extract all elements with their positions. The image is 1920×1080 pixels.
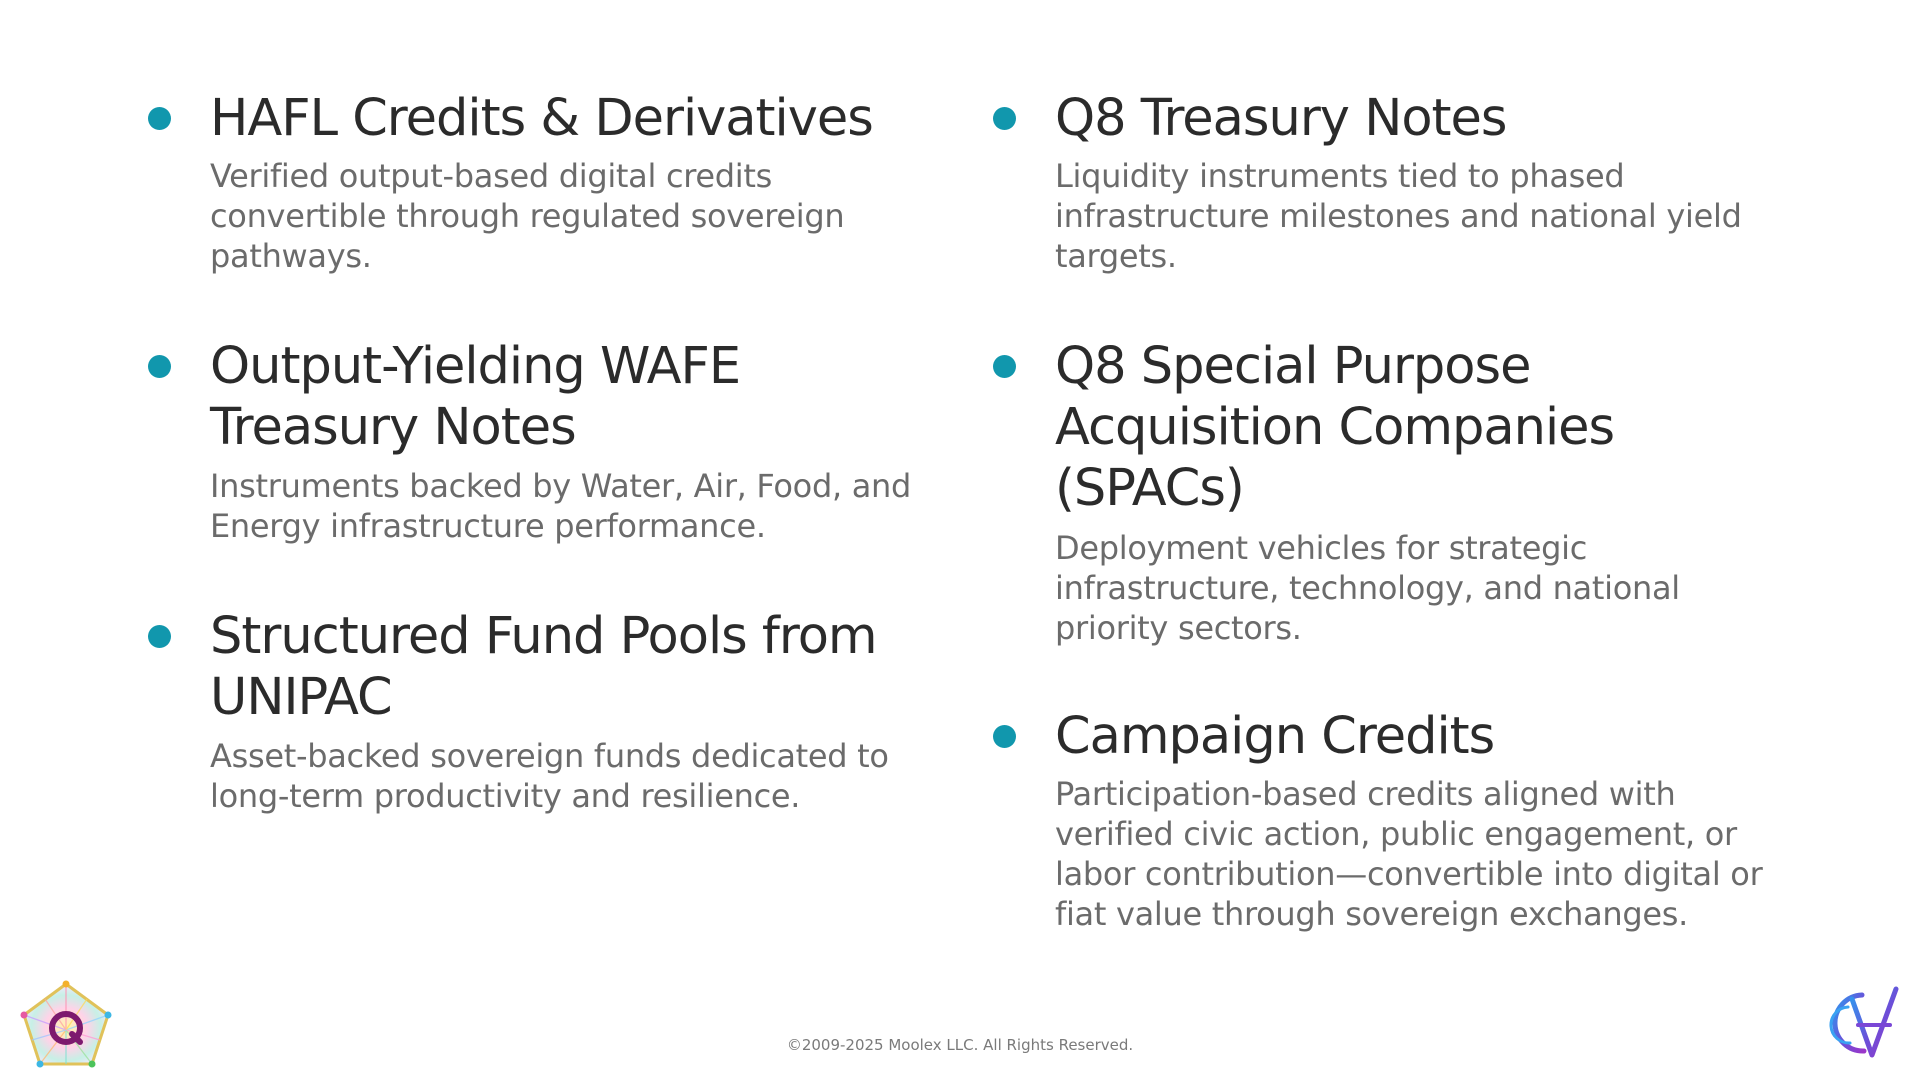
item-title: Q8 Special Purpose Acquisition Companies (SPACs): [1055, 337, 1615, 518]
q-pentagon-logo-icon: [20, 980, 112, 1068]
bullet-icon: [148, 625, 171, 648]
item-title: Campaign Credits: [1055, 707, 1495, 766]
item-description: Instruments backed by Water, Air, Food, and Energy infrastructure performance.: [210, 467, 912, 545]
bullet-icon: [993, 107, 1016, 130]
bullet-icon: [148, 355, 171, 378]
item-title: Structured Fund Pools from UNIPAC: [210, 607, 877, 727]
bullet-icon: [148, 107, 171, 130]
item-description: Verified output-based digital credits convertible through regulated sovereign pathways.: [210, 157, 845, 275]
item-title: Output-Yielding WAFE Treasury Notes: [210, 337, 741, 457]
item-description: Participation-based credits aligned with verified civic action, public engagement, or labor contribution—convertible into digital or fiat value through sovereign exchanges.: [1055, 775, 1763, 933]
cv-monogram-logo-icon: [1818, 985, 1900, 1065]
item-title: Q8 Treasury Notes: [1055, 89, 1507, 148]
bullet-icon: [993, 355, 1016, 378]
bullet-icon: [993, 725, 1016, 748]
copyright-footer: ©2009-2025 Moolex LLC. All Rights Reserved.: [786, 1036, 1134, 1054]
item-description: Asset-backed sovereign funds dedicated to long-term productivity and resilience.: [210, 737, 889, 815]
item-description: Deployment vehicles for strategic infrastructure, technology, and national priority sectors.: [1055, 529, 1680, 647]
item-description: Liquidity instruments tied to phased infrastructure milestones and national yield targets.: [1055, 157, 1742, 275]
item-title: HAFL Credits & Derivatives: [210, 89, 873, 148]
